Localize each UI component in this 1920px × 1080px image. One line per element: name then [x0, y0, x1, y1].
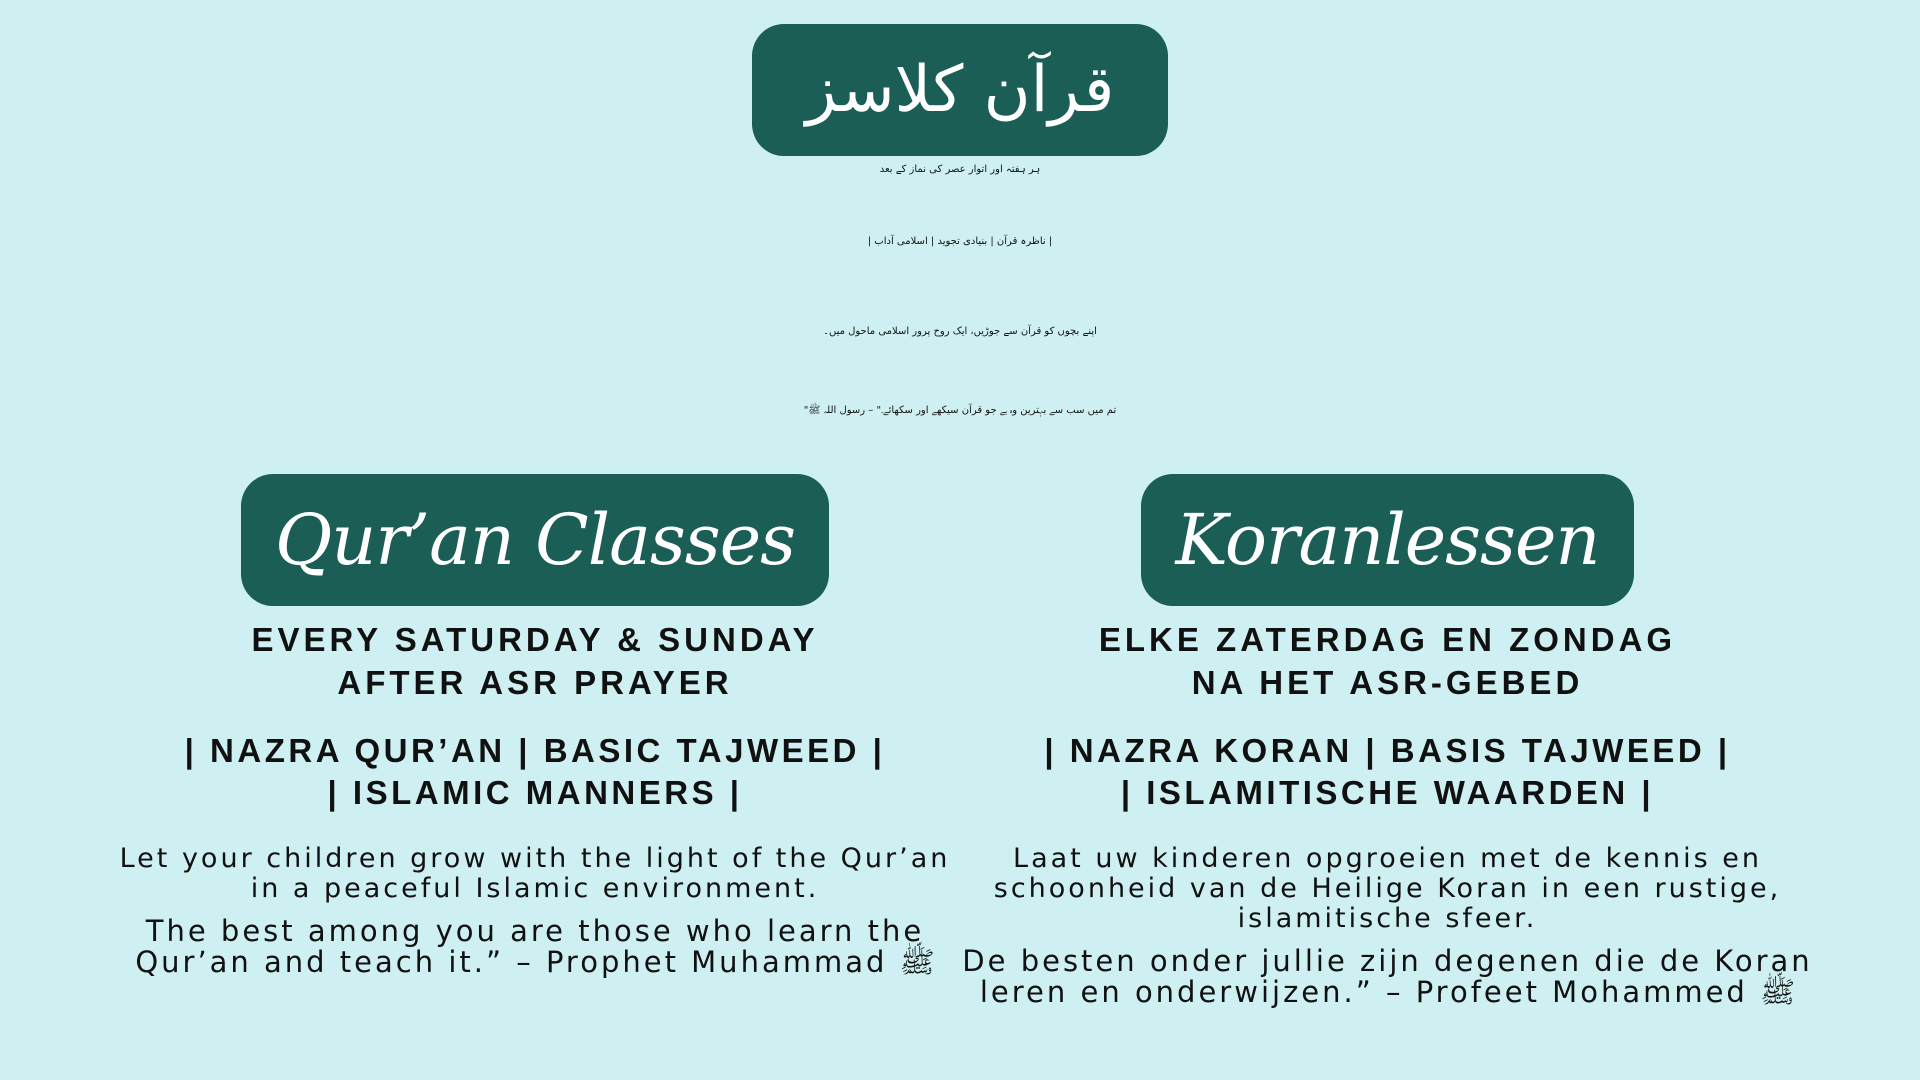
urdu-schedule: ہر ہفتہ اور اتوار عصر کی نماز کے بعد — [879, 164, 1041, 175]
english-schedule — [110, 618, 960, 704]
english-schedule-line: EVERY SATURDAY & SUNDAY — [251, 621, 819, 658]
dutch-subjects-line: | NAZRA KORAN | BASIS TAJWEED | — [1044, 732, 1731, 769]
english-hadith-line: The best among you are those who learn the — [145, 914, 925, 948]
english-invitation-line: Let your children grow with the light of the Qur’an — [119, 843, 951, 874]
dutch-subjects — [950, 730, 1825, 814]
dutch-subjects-line: | ISLAMITISCHE WAARDEN | — [1120, 774, 1655, 811]
dutch-title: Koranlessen — [1175, 499, 1600, 581]
dutch-schedule — [950, 618, 1825, 704]
english-column — [110, 474, 960, 978]
urdu-invitation: اپنے بچوں کو قرآن سے جوڑیں، ایک روح پرور اسلامی ماحول میں۔ — [823, 326, 1097, 337]
dutch-schedule-line: NA HET ASR-GEBED — [1191, 664, 1584, 701]
english-hadith-quote — [110, 916, 960, 978]
dutch-hadith-line: De besten onder jullie zijn degenen die de Koran — [962, 944, 1813, 978]
urdu-title: قرآن کلاسز — [805, 53, 1115, 127]
english-hadith-line: Qur’an and teach it.” – Prophet Muhammad ﷺ — [135, 945, 935, 979]
urdu-hadith-quote: تم میں سب سے بہترین وہ ہے جو قرآن سیکھے اور سکھائے۔" – رسول اللہ ﷺ" — [803, 405, 1117, 416]
english-title-badge — [241, 474, 829, 606]
english-subjects-line: | ISLAMIC MANNERS | — [327, 774, 743, 811]
dutch-column — [950, 474, 1825, 1008]
dutch-title-badge — [1141, 474, 1633, 606]
urdu-subjects: | ناظرہ قرآن | بنیادی تجوید | اسلامی آداب | — [867, 236, 1053, 247]
dutch-hadith-quote — [950, 946, 1825, 1008]
english-title: Qur’an Classes — [274, 499, 796, 581]
dutch-invitation-line: islamitische sfeer. — [1237, 903, 1538, 934]
urdu-title-badge — [752, 24, 1168, 156]
english-invitation-line: in a peaceful Islamic environment. — [250, 873, 820, 904]
english-invitation — [110, 844, 960, 904]
english-subjects-line: | NAZRA QUR’AN | BASIC TAJWEED | — [184, 732, 886, 769]
english-subjects — [110, 730, 960, 814]
dutch-schedule-line: ELKE ZATERDAG EN ZONDAG — [1098, 621, 1677, 658]
dutch-invitation — [950, 844, 1825, 934]
dutch-invitation-line: Laat uw kinderen opgroeien met de kennis en — [1013, 843, 1762, 874]
dutch-invitation-line: schoonheid van de Heilige Koran in een rustige, — [993, 873, 1782, 904]
dutch-hadith-line: leren en onderwijzen.” – Profeet Mohammed ﷺ — [979, 975, 1796, 1009]
english-schedule-line: AFTER ASR PRAYER — [337, 664, 733, 701]
